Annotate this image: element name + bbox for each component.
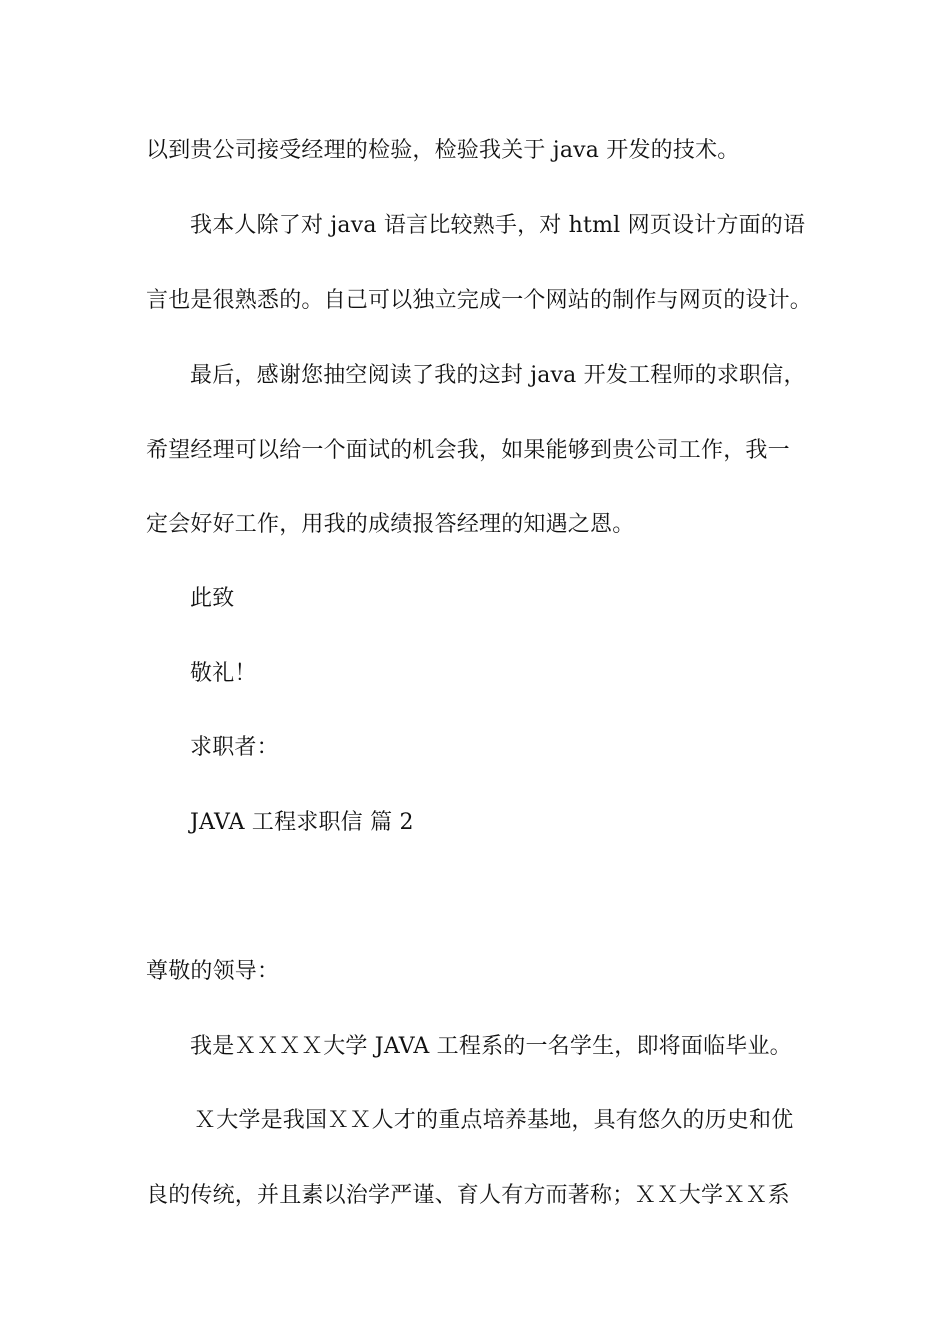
paragraph-line-8: Ｘ大学是我国ＸＸ人才的重点培养基地，具有悠久的历史和优 [194, 1108, 794, 1133]
paragraph-line-7: 我是ＸＸＸＸ大学 JAVA 工程系的一名学生，即将面临毕业。 [190, 1034, 792, 1059]
paragraph-line-6: 定会好好工作，用我的成绩报答经理的知遇之恩。 [146, 512, 635, 537]
applicant-signature: 求职者： [190, 735, 279, 760]
paragraph-line-3: 言也是很熟悉的。自己可以独立完成一个网站的制作与网页的设计。 [146, 288, 813, 313]
greeting: 尊敬的领导： [146, 959, 280, 984]
paragraph-line-9: 良的传统，并且素以治学严谨、育人有方而著称；ＸＸ大学ＸＸ系 [146, 1183, 790, 1208]
section-heading: JAVA 工程求职信 篇 2 [190, 810, 414, 835]
paragraph-line-2: 我本人除了对 java 语言比较熟手，对 html 网页设计方面的语 [190, 213, 806, 238]
paragraph-line-4: 最后，感谢您抽空阅读了我的这封 java 开发工程师的求职信， [190, 363, 806, 388]
paragraph-line-5: 希望经理可以给一个面试的机会我，如果能够到贵公司工作，我一 [146, 438, 790, 463]
closing-salutation: 此致 [190, 586, 235, 611]
paragraph-line-1: 以到贵公司接受经理的检验，检验我关于 java 开发的技术。 [146, 138, 740, 163]
closing-regards: 敬礼！ [190, 661, 257, 686]
